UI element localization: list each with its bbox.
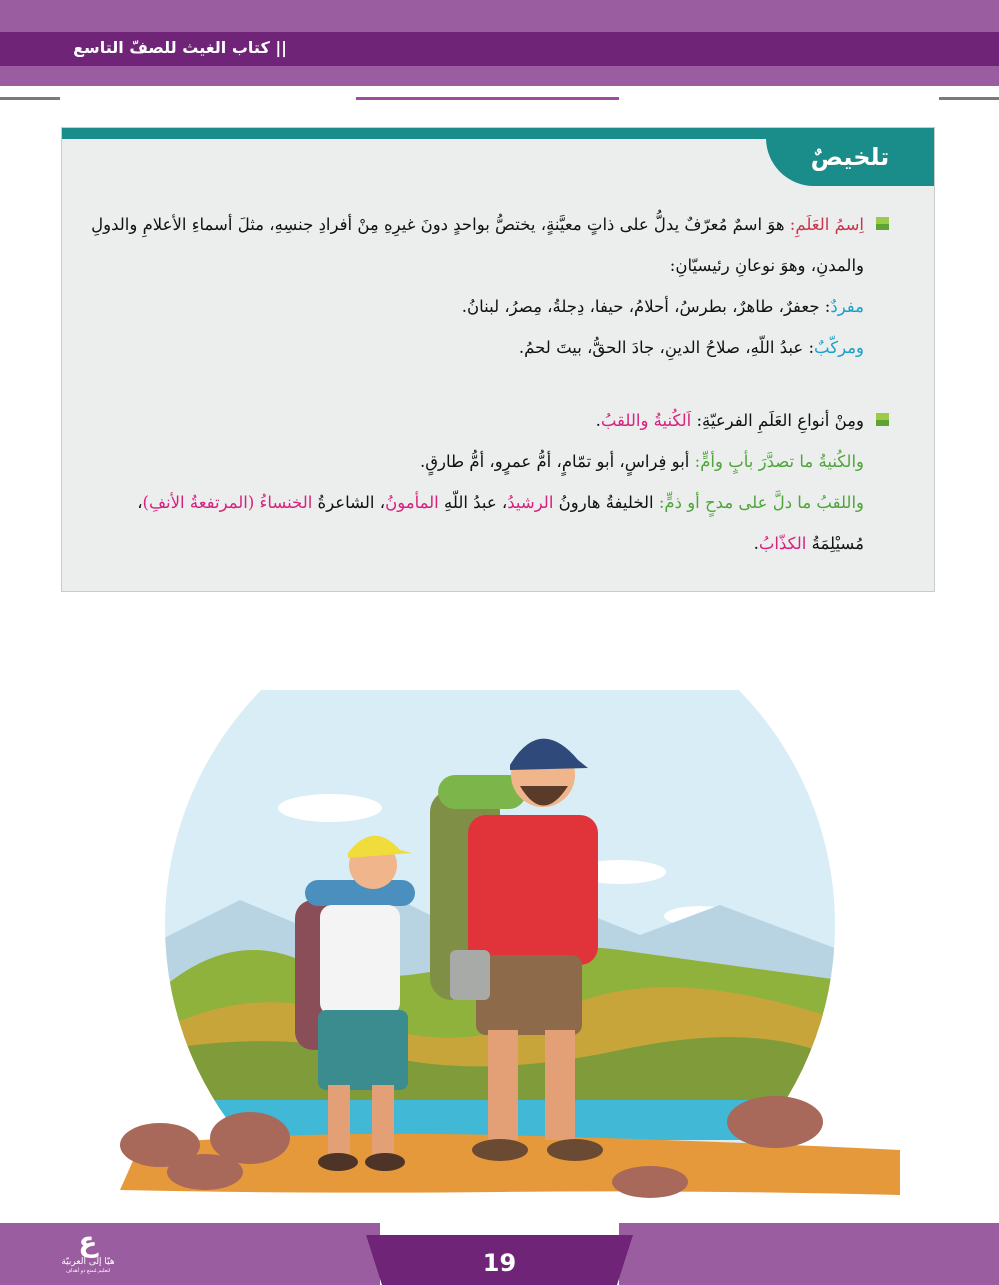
term-kunya-laqab: اَلكُنيةُ واللقبُ: [600, 411, 692, 430]
header-band-top: [0, 0, 999, 32]
publisher-logo: [56, 1227, 120, 1275]
footer-band-right: [619, 1223, 999, 1285]
singular-examples: [82, 286, 864, 327]
kunya-text: أبو فِراسٍ، أبو تمّامٍ، أمُّ عمرٍو، أمُّ طارقٍ.: [419, 452, 695, 471]
logo-mark-icon: ع: [78, 1225, 98, 1258]
label-compound: ومركّبٌ: [814, 338, 864, 357]
laqab-text-1: الخليفةُ هارونُ: [553, 493, 659, 512]
sub-types-intro: [82, 400, 864, 441]
proper-noun-definition: [82, 204, 864, 286]
divider-right: [939, 97, 999, 100]
laqab-highlight-4: الكذّابُ: [758, 534, 807, 553]
divider-left: [0, 97, 60, 100]
summary-content: [82, 204, 864, 564]
bullet-square-icon: [876, 413, 889, 426]
book-title: || كتاب الغيث للصفّ التاسع: [73, 38, 287, 57]
label-laqab: واللقبُ ما دلَّ على مدحٍ أو ذمٍّ:: [658, 493, 864, 512]
laqab-text-3: ، الشاعرةُ: [312, 493, 386, 512]
laqab-text-2: ، عبدُ اللّهِ: [438, 493, 508, 512]
page-number: 19: [482, 1249, 517, 1277]
logo-tagline: لتعليم مُمتع ذو أهداف: [65, 1268, 111, 1274]
divider-middle: [356, 97, 619, 100]
laqab-highlight-3: الخنساءُ (المرتفعةُ الأنفِ): [142, 493, 313, 512]
compound-examples: [82, 327, 864, 368]
hikers-illustration: [0, 690, 999, 1210]
laqab-text-5: .: [753, 534, 759, 553]
label-kunya: والكُنيةُ ما تصدَّرَ بأبٍ وأمٍّ:: [694, 452, 864, 471]
laqab-text-4: ، مُسيْلِمَةُ: [137, 493, 864, 553]
header-band-bottom: [0, 66, 999, 86]
singular-text: : جعفرٌ، طاهرٌ، بطرسُ، أحلامُ، حيفا، دِجلةُ، مِصرُ، لبنانُ.: [461, 297, 831, 316]
sub-types-end: .: [595, 411, 601, 430]
kunya-examples: [82, 441, 864, 482]
summary-heading-tab: [766, 128, 934, 186]
compound-text: : عبدُ اللّهِ، صلاحُ الدينِ، جادَ الحقُّ، بيتَ لحمُ.: [518, 338, 815, 357]
summary-heading: تلخيصٌ: [810, 143, 890, 171]
bullet-square-icon: [876, 217, 889, 230]
summary-box: [61, 127, 935, 592]
label-singular: مفردٌ: [830, 297, 864, 316]
logo-name: هيّا إلى العربيّة: [61, 1257, 115, 1267]
laqab-examples: [82, 482, 864, 564]
definition-text: هوَ اسمٌ مُعرّفٌ يدلُّ على ذاتٍ معيَّنةٍ، يختصُّ بواحدٍ دونَ غيرِهِ مِنْ أفرادِ جنسِهِ، مثلَ أسماءِ الأعلامِ والدولِ والمدنِ، وهوَ نوعانِ رئيسيّانِ:: [91, 215, 864, 275]
laqab-highlight-1: الرشيدُ: [507, 493, 554, 512]
term-proper-noun: اِسمُ العَلَمِ:: [789, 215, 864, 234]
sub-types-text: ومِنْ أنواعِ العَلَمِ الفرعيّةِ:: [691, 411, 864, 430]
laqab-highlight-2: المأمونُ: [385, 493, 439, 512]
